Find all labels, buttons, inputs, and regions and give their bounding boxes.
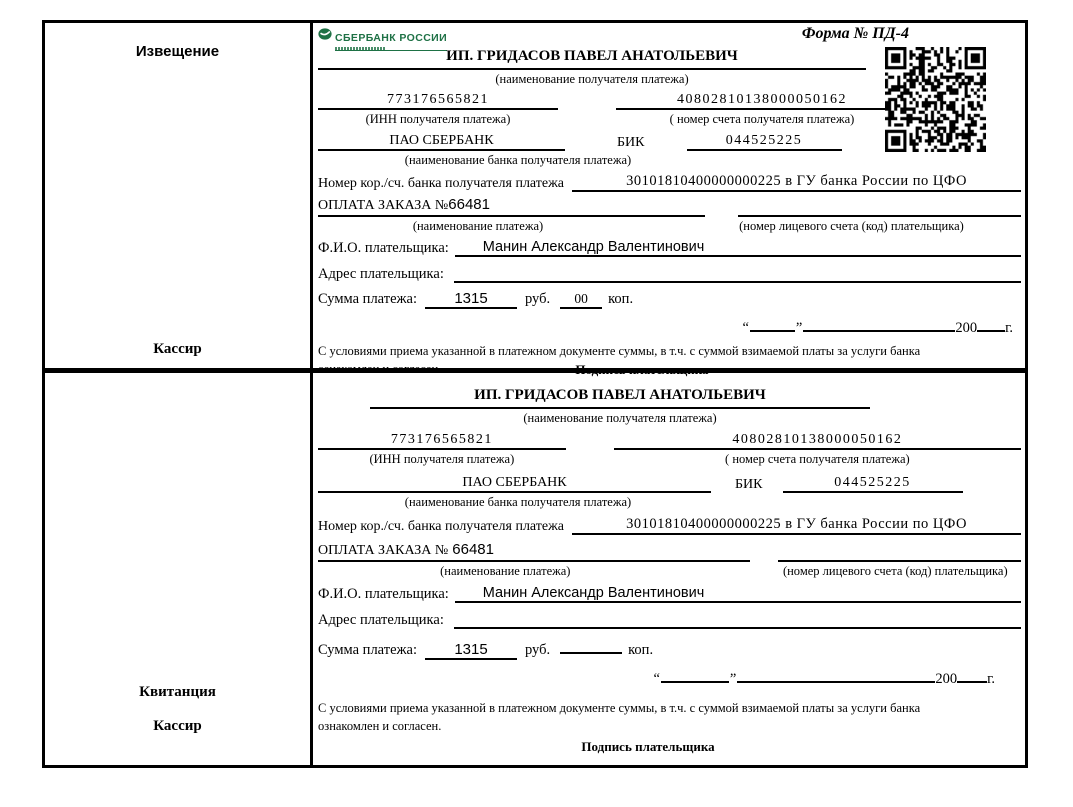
inn-value-receipt: 773176565821 [318, 432, 566, 450]
purpose-caption: (наименование платежа) [412, 219, 544, 233]
date-month-line-receipt [737, 665, 935, 683]
payer-address-line-receipt [454, 611, 1021, 629]
kop-label-receipt: коп. [628, 642, 654, 658]
date-line [318, 314, 1013, 337]
quote-close-receipt: ” [729, 671, 737, 687]
payer-name-row [318, 239, 1021, 257]
account-caption: ( номер счета получателя платежа) [669, 112, 855, 126]
qr-code [885, 47, 986, 152]
corr-account-label: Номер кор./сч. банка получателя платежа [318, 176, 564, 191]
payer-address-label-receipt: Адрес плательщика: [318, 612, 444, 628]
logo-text-wrap [335, 28, 447, 51]
bank-caption: (наименование банка получателя платежа) [404, 153, 632, 167]
personal-account-caption: (номер лицевого счета (код) плательщика) [739, 219, 964, 233]
purpose-row-receipt [318, 541, 1021, 562]
payment-purpose-receipt [318, 541, 750, 562]
payer-name-row-receipt [318, 585, 1021, 603]
account-value: 40802810138000050162 [616, 92, 908, 110]
form-number: Форма № ПД-4 [801, 25, 909, 42]
purpose-captions-receipt [318, 562, 1021, 579]
payer-name-value-receipt: Манин Александр Валентинович [455, 585, 1021, 603]
bik-label: БИК [617, 135, 645, 150]
amount-row-receipt [318, 636, 1021, 660]
corr-account-value-receipt: 30101810400000000225 в ГУ банка России по ЦФО [572, 516, 1021, 535]
amount-value-receipt: 1315 [425, 641, 517, 660]
receipt-stub [45, 373, 313, 765]
notice-section [45, 23, 1025, 377]
logo-bank-name: СБЕРБАНК РОССИИ [335, 32, 448, 44]
logo-subtext-bar [335, 47, 385, 50]
agreement-line2: ознакомлен и согласен. [318, 361, 442, 376]
pd4-form [42, 20, 1028, 768]
purpose-captions [318, 217, 1021, 234]
inn-account-captions-receipt [318, 450, 1021, 467]
kop-label: коп. [608, 291, 634, 307]
year-prefix-receipt: 200 [935, 671, 958, 687]
payee-name-receipt: ИП. ГРИДАСОВ ПАВЕЛ АНАТОЛЬЕВИЧ [370, 387, 870, 409]
year-suffix: г. [1005, 320, 1013, 336]
kop-value: 00 [560, 291, 602, 309]
agreement-line1: С условиями приема указанной в платежном документе суммы, в т.ч. с суммой взимаемой платы за услуги банка [318, 344, 921, 358]
amount-value: 1315 [425, 290, 517, 309]
agreement-line2-receipt: ознакомлен и согласен. [318, 718, 442, 733]
date-day-line [750, 314, 795, 332]
signature-label: Подпись плательщика [575, 361, 709, 377]
bank-name: ПАО СБЕРБАНК [318, 133, 565, 151]
receipt-stub-title: Квитанция [139, 684, 216, 700]
sberbank-emblem-icon [318, 28, 332, 40]
quote-close: ” [795, 320, 803, 336]
inn-caption-receipt: (ИНН получателя платежа) [369, 452, 515, 466]
cashier-label-receipt: Кассир [153, 718, 202, 734]
notice-body [313, 23, 1025, 377]
payer-name-label: Ф.И.О. плательщика: [318, 240, 449, 256]
amount-label-receipt: Сумма платежа: [318, 642, 417, 658]
agreement-line1-receipt: С условиями приема указанной в платежном документе суммы, в т.ч. с суммой взимаемой платы за услуги банка [318, 701, 921, 715]
payee-name-caption: (наименование получателя платежа) [495, 72, 689, 86]
kop-line-receipt [560, 636, 622, 654]
date-year-line [977, 314, 1005, 332]
personal-account-line-receipt [778, 544, 1021, 562]
corr-account-row [318, 173, 1021, 192]
order-number-receipt: 66481 [452, 541, 494, 558]
inn-caption: (ИНН получателя платежа) [365, 112, 511, 126]
corr-account-label-receipt: Номер кор./сч. банка получателя платежа [318, 519, 564, 534]
bik-value: 044525225 [687, 133, 842, 151]
purpose-caption-receipt: (наименование платежа) [440, 564, 571, 578]
payer-address-line [454, 265, 1021, 283]
payer-address-label: Адрес плательщика: [318, 266, 444, 282]
bik-label-receipt: БИК [735, 477, 763, 492]
purpose-prefix-receipt: ОПЛАТА ЗАКАЗА № [318, 543, 449, 558]
order-number: 66481 [448, 196, 490, 213]
rub-label-receipt: руб. [525, 642, 551, 658]
purpose-row [318, 196, 1021, 217]
bank-caption-receipt: (наименование банка получателя платежа) [404, 495, 632, 509]
corr-account-value: 30101810400000000225 в ГУ банка России по ЦФО [572, 173, 1021, 192]
quote-open: “ [742, 320, 749, 336]
inn-account-row-receipt [318, 432, 1021, 450]
notice-stub-title: Извещение [135, 43, 220, 60]
year-suffix-receipt: г. [987, 671, 995, 687]
date-month-line [803, 314, 955, 332]
agreement-text-receipt [318, 700, 1021, 735]
quote-open-receipt: “ [653, 671, 660, 687]
date-line-receipt [318, 665, 995, 688]
cashier-label: Кассир [153, 341, 202, 357]
year-prefix: 200 [955, 320, 978, 336]
bank-row-receipt [318, 475, 1021, 493]
receipt-body [313, 373, 1025, 765]
payer-name-value: Манин Александр Валентинович [455, 239, 1021, 257]
bik-value-receipt: 044525225 [783, 475, 963, 493]
account-caption-receipt: ( номер счета получателя платежа) [725, 452, 910, 466]
rub-label: руб. [525, 291, 551, 307]
signature-label-receipt: Подпись плательщика [581, 739, 715, 754]
payer-address-row-receipt [318, 611, 1021, 629]
amount-row [318, 290, 1021, 309]
date-year-line-receipt [957, 665, 987, 683]
payee-name: ИП. ГРИДАСОВ ПАВЕЛ АНАТОЛЬЕВИЧ [318, 48, 866, 70]
sberbank-logo [318, 28, 447, 51]
payer-address-row [318, 265, 1021, 283]
purpose-prefix: ОПЛАТА ЗАКАЗА № [318, 198, 449, 213]
receipt-section [45, 373, 1025, 765]
personal-account-line [738, 199, 1021, 217]
corr-account-row-receipt [318, 516, 1021, 535]
payee-name-caption-receipt: (наименование получателя платежа) [523, 411, 717, 425]
notice-stub [45, 23, 313, 368]
date-day-line-receipt [661, 665, 729, 683]
bank-name-receipt: ПАО СБЕРБАНК [318, 475, 711, 493]
personal-account-caption-receipt: (номер лицевого счета (код) плательщика) [782, 564, 1008, 578]
inn-value: 773176565821 [318, 92, 558, 110]
account-value-receipt: 40802810138000050162 [614, 432, 1021, 450]
payer-name-label-receipt: Ф.И.О. плательщика: [318, 586, 449, 602]
amount-label: Сумма платежа: [318, 291, 417, 307]
header-row [318, 25, 1021, 48]
payment-purpose [318, 196, 705, 217]
